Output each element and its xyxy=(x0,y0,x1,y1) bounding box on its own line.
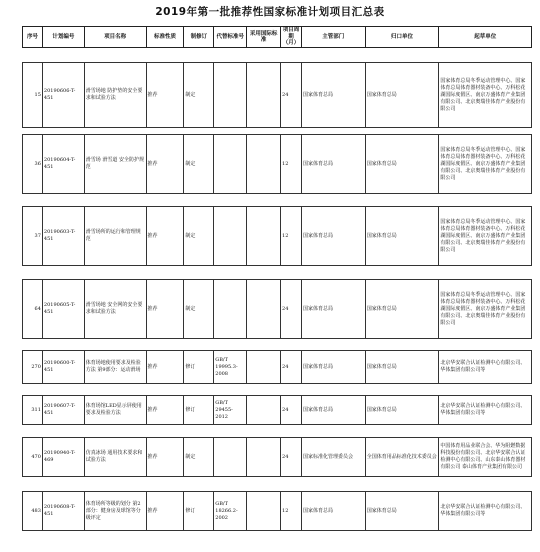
row-number: 470 xyxy=(23,438,43,476)
project-period: 12 xyxy=(281,207,302,265)
revision-type: 制定 xyxy=(184,207,214,265)
header-cell: 代替标准号 xyxy=(214,27,247,47)
project-period: 12 xyxy=(281,492,302,530)
drafting-units: 北京华安联合认证检测中心有限公司、华体集团有限公司等 xyxy=(440,403,526,416)
plan-number: 20190600-T-451 xyxy=(43,351,85,383)
revision-type: 制定 xyxy=(184,135,214,193)
project-name: 体育场所等级的划分 第2部分：健身房及球馆等分级评定 xyxy=(85,492,147,530)
project-name: 滑雪场地 防护垫的安全要求和试验方法 xyxy=(85,63,147,127)
project-period: 12 xyxy=(281,135,302,193)
project-name: 体育场馆LED显示屏使用要求及检验方法 xyxy=(85,396,147,424)
supervising-dept: 国家体育总局 xyxy=(302,492,366,530)
replaced-standard xyxy=(214,438,247,476)
revision-type: 修订 xyxy=(184,351,214,383)
technical-committee: 国家体育总局 xyxy=(366,207,440,265)
technical-committee: 国家体育总局 xyxy=(366,396,440,424)
plan-number: 20190605-T-451 xyxy=(43,280,85,338)
standard-nature: 推荐 xyxy=(147,63,185,127)
project-period: 24 xyxy=(281,280,302,338)
project-period: 24 xyxy=(281,396,302,424)
project-period: 24 xyxy=(281,63,302,127)
supervising-dept: 国家标准化管理委员会 xyxy=(302,438,366,476)
document-title: 2019年第一批推荐性国家标准计划项目汇总表 xyxy=(155,6,385,18)
standard-nature: 推荐 xyxy=(147,396,185,424)
header-cell: 计划编号 xyxy=(43,27,85,47)
table-row xyxy=(22,62,532,128)
supervising-dept: 国家体育总局 xyxy=(302,207,366,265)
plan-number: 20190603-T-451 xyxy=(43,207,85,265)
technical-committee: 国家体育总局 xyxy=(366,63,440,127)
row-number: 37 xyxy=(23,207,43,265)
replaced-standard xyxy=(214,280,247,338)
technical-committee: 国家体育总局 xyxy=(366,351,440,383)
supervising-dept: 国家体育总局 xyxy=(302,351,366,383)
adopted-intl-standard xyxy=(247,63,281,127)
drafting-units: 国家体育总局冬季运动管理中心、国家体育总局体育器材装备中心、万科松花湖国际度假区、南京万盛体育产业集团有限公司、北京奥瑞佳体育产业股份有限公司 xyxy=(440,291,526,326)
row-number: 270 xyxy=(23,351,43,383)
technical-committee: 国家体育总局 xyxy=(366,492,440,530)
row-number: 483 xyxy=(23,492,43,530)
adopted-intl-standard xyxy=(247,396,281,424)
table-row xyxy=(22,350,532,384)
standard-nature: 推荐 xyxy=(147,492,185,530)
project-name: 滑雪场 滑雪道 安全防护规范 xyxy=(85,135,147,193)
drafting-units: 国家体育总局冬季运动管理中心、国家体育总局体育器材装备中心、万科松花湖国际度假区、南京万盛体育产业集团有限公司、北京奥瑞佳体育产业股份有限公司 xyxy=(440,77,526,112)
plan-number: 20190940-T-469 xyxy=(43,438,85,476)
plan-number: 20190608-T-451 xyxy=(43,492,85,530)
replaced-standard: GB/T 29455-2012 xyxy=(214,396,247,424)
adopted-intl-standard xyxy=(247,438,281,476)
adopted-intl-standard xyxy=(247,280,281,338)
header-cell: 起草单位 xyxy=(474,33,497,40)
drafting-units: 北京华安联合认证检测中心有限公司、华体集团有限公司等 xyxy=(440,504,526,517)
supervising-dept: 国家体育总局 xyxy=(302,63,366,127)
project-name: 体育场地使用要求及检验方法 第9部分：运动滑场 xyxy=(85,351,147,383)
header-cell: 序号 xyxy=(23,27,43,47)
project-period: 24 xyxy=(281,438,302,476)
table-row xyxy=(22,279,532,339)
header-cell: 项目名称 xyxy=(85,27,147,47)
table-header xyxy=(22,26,532,48)
revision-type: 制定 xyxy=(184,63,214,127)
replaced-standard: GB/T 18266.2-2002 xyxy=(214,492,247,530)
drafting-units: 国家体育总局冬季运动管理中心、国家体育总局体育器材装备中心、万科松花湖国际度假区、南京万盛体育产业集团有限公司、北京奥瑞佳体育产业股份有限公司 xyxy=(440,218,526,253)
standard-nature: 推荐 xyxy=(147,135,185,193)
table-row xyxy=(22,206,532,266)
adopted-intl-standard xyxy=(247,351,281,383)
header-cell: 标准性质 xyxy=(147,27,185,47)
header-cell: 项目周期（月） xyxy=(281,27,302,47)
replaced-standard: GB/T 19995.3-2008 xyxy=(214,351,247,383)
supervising-dept: 国家体育总局 xyxy=(302,135,366,193)
standard-nature: 推荐 xyxy=(147,207,185,265)
header-cell: 制修订 xyxy=(184,27,214,47)
revision-type: 修订 xyxy=(184,396,214,424)
drafting-units: 中国体育用品业联合会、华为阻燃数据科技股份有限公司、北京华安联合认证检测中心有限公司、山东泰山体育器材有限公司 泰山体育产业集团有限公司 xyxy=(440,443,526,470)
replaced-standard xyxy=(214,135,247,193)
replaced-standard xyxy=(214,63,247,127)
table-row xyxy=(22,395,532,425)
header-cell: 主管部门 xyxy=(302,27,366,47)
project-name: 滑雪场地 安全网的安全要求和试验方法 xyxy=(85,280,147,338)
technical-committee: 国家体育总局 xyxy=(366,135,440,193)
row-number: 311 xyxy=(23,396,43,424)
replaced-standard xyxy=(214,207,247,265)
standard-nature: 推荐 xyxy=(147,280,185,338)
technical-committee: 国家体育总局 xyxy=(366,280,440,338)
row-number: 36 xyxy=(23,135,43,193)
supervising-dept: 国家体育总局 xyxy=(302,280,366,338)
project-period: 24 xyxy=(281,351,302,383)
header-cell: 归口单位 xyxy=(366,27,440,47)
revision-type: 修订 xyxy=(184,492,214,530)
plan-number: 20190607-T-451 xyxy=(43,396,85,424)
project-name: 仿真冰场 通用技术要求和试验方法 xyxy=(85,438,147,476)
supervising-dept: 国家体育总局 xyxy=(302,396,366,424)
project-name: 滑雪场所的运行和管理规范 xyxy=(85,207,147,265)
drafting-units: 国家体育总局冬季运动管理中心、国家体育总局体育器材装备中心、万科松花湖国际度假区、南京万盛体育产业集团有限公司、北京奥瑞佳体育产业股份有限公司 xyxy=(440,146,526,181)
drafting-units: 北京华安联合认证检测中心有限公司、华体集团有限公司等 xyxy=(440,360,526,373)
header-cell: 采用国际标准 xyxy=(247,27,281,47)
adopted-intl-standard xyxy=(247,492,281,530)
technical-committee: 全国体育用品标准化技术委员会 xyxy=(366,438,440,476)
row-number: 64 xyxy=(23,280,43,338)
table-row xyxy=(22,491,532,531)
adopted-intl-standard xyxy=(247,207,281,265)
revision-type: 制定 xyxy=(184,280,214,338)
table-row xyxy=(22,134,532,194)
revision-type: 制定 xyxy=(184,438,214,476)
adopted-intl-standard xyxy=(247,135,281,193)
plan-number: 20190604-T-451 xyxy=(43,135,85,193)
table-row xyxy=(22,437,532,477)
standard-nature: 推荐 xyxy=(147,351,185,383)
plan-number: 20190606-T-451 xyxy=(43,63,85,127)
row-number: 15 xyxy=(23,63,43,127)
standard-nature: 推荐 xyxy=(147,438,185,476)
